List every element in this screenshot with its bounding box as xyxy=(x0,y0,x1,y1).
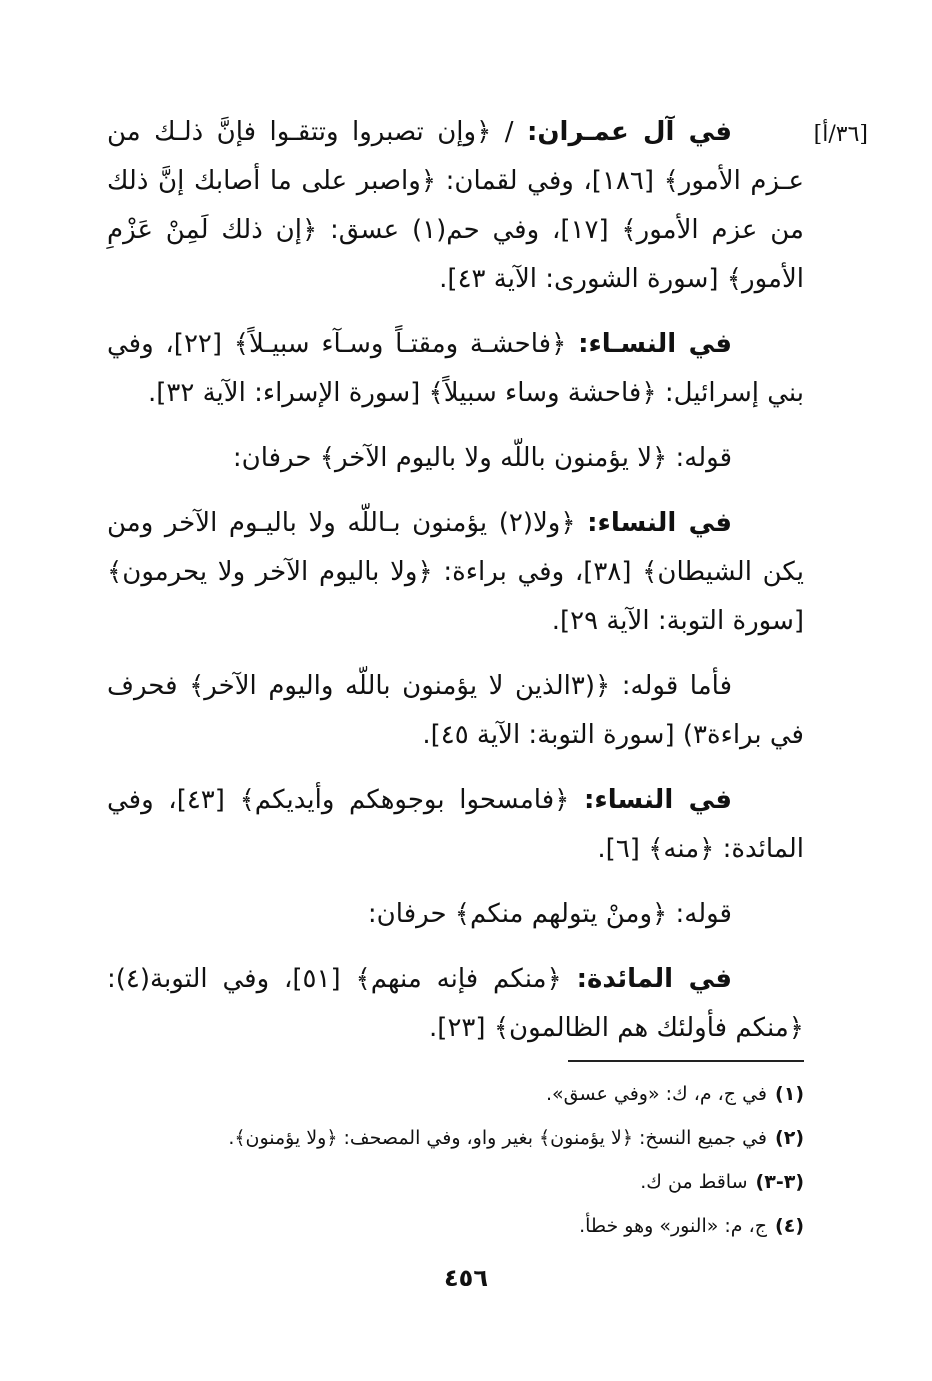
paragraph-text: قوله: ﴿ومنْ يتولهم منكم﴾ حرفان: xyxy=(367,899,732,929)
footnote-2 xyxy=(107,1116,804,1160)
footnote-3 xyxy=(107,1160,804,1204)
paragraph-text: ﴿ولا(٢) يؤمنون بـاللّه ولا باليـوم الآخر ومن يكن الشيطان﴾ [٣٨]، وفي براءة: ﴿ولا باليوم الآخر ولا يحرمون﴾ [سورة التوبة: الآية ٢٩]. xyxy=(107,508,804,636)
paragraph-text: ﴿فاحشـة ومقتـاً وسـآء سبيـلاً﴾ [٢٢]، وفي بني إسرائيل: ﴿فاحشة وساء سبيلاً﴾ [سورة الإسراء: الآية ٣٢]. xyxy=(107,329,804,408)
footnote-text: ساقط من ك. xyxy=(640,1171,748,1193)
paragraph-lead: في النساء: xyxy=(584,785,732,815)
paragraph-text: ﴿فامسحوا بوجوهكم وأيديكم﴾ [٤٣]، وفي المائدة: ﴿منه﴾ [٦]. xyxy=(107,785,804,864)
footnote-number: (١) xyxy=(775,1083,804,1105)
paragraph-5 xyxy=(107,662,804,760)
footnote-number: (٢) xyxy=(775,1127,804,1149)
main-text xyxy=(107,108,804,1069)
paragraph-text: ﴿منكم فإنه منهم﴾ [٥١]، وفي التوبة(٤): ﴿منكم فأولئك هم الظالمون﴾ [٢٣]. xyxy=(107,964,804,1043)
paragraph-1 xyxy=(107,108,804,304)
paragraph-6 xyxy=(107,776,804,874)
footnote-number: (٣-٣) xyxy=(755,1171,804,1193)
paragraph-3 xyxy=(107,434,804,483)
paragraph-lead: في النساء: xyxy=(587,508,732,538)
manuscript-folio-reference: [٣٦/أ] xyxy=(813,122,868,147)
footnote-1 xyxy=(107,1072,804,1116)
footnote-divider xyxy=(568,1060,804,1062)
footnote-4 xyxy=(107,1204,804,1248)
footnote-number: (٤) xyxy=(775,1215,804,1237)
footnote-text: ج، م: «النور» وهو خطأ. xyxy=(579,1215,768,1237)
paragraph-text: فأما قوله: ﴿(٣الذين لا يؤمنون باللّه واليوم الآخر﴾ فحرف في براءة٣) [سورة التوبة: الآية ٤٥]. xyxy=(107,671,804,750)
paragraph-7 xyxy=(107,890,804,939)
paragraph-text: / ﴿وإن تصبروا وتتقـوا فإنَّ ذلـك من عـزم الأمور﴾ [١٨٦]، وفي لقمان: ﴿واصبر على ما أصابك إنَّ ذلك من عزم الأمور﴾ [١٧]، وفي حم(١) عسق: ﴿إن ذلك لَمِنْ عَزْمِ الأمور﴾ [سورة الشورى: الآية ٤٣]. xyxy=(107,117,804,294)
paragraph-lead: في المائدة: xyxy=(576,964,732,994)
paragraph-4 xyxy=(107,499,804,646)
footnote-text: في جميع النسخ: ﴿لا يؤمنون﴾ بغير واو، وفي المصحف: ﴿ولا يؤمنون﴾. xyxy=(228,1127,768,1149)
paragraph-lead: في النسـاء: xyxy=(578,329,732,359)
paragraph-text: قوله: ﴿لا يؤمنون باللّه ولا باليوم الآخر﴾ حرفان: xyxy=(232,443,732,473)
page-number: ٤٥٦ xyxy=(444,1264,488,1292)
footnote-text: في ج، م، ك: «وفي عسق». xyxy=(546,1083,768,1105)
paragraph-2 xyxy=(107,320,804,418)
paragraph-8 xyxy=(107,955,804,1053)
footnotes xyxy=(107,1072,804,1248)
paragraph-lead: في آل عمـران: xyxy=(526,117,732,147)
